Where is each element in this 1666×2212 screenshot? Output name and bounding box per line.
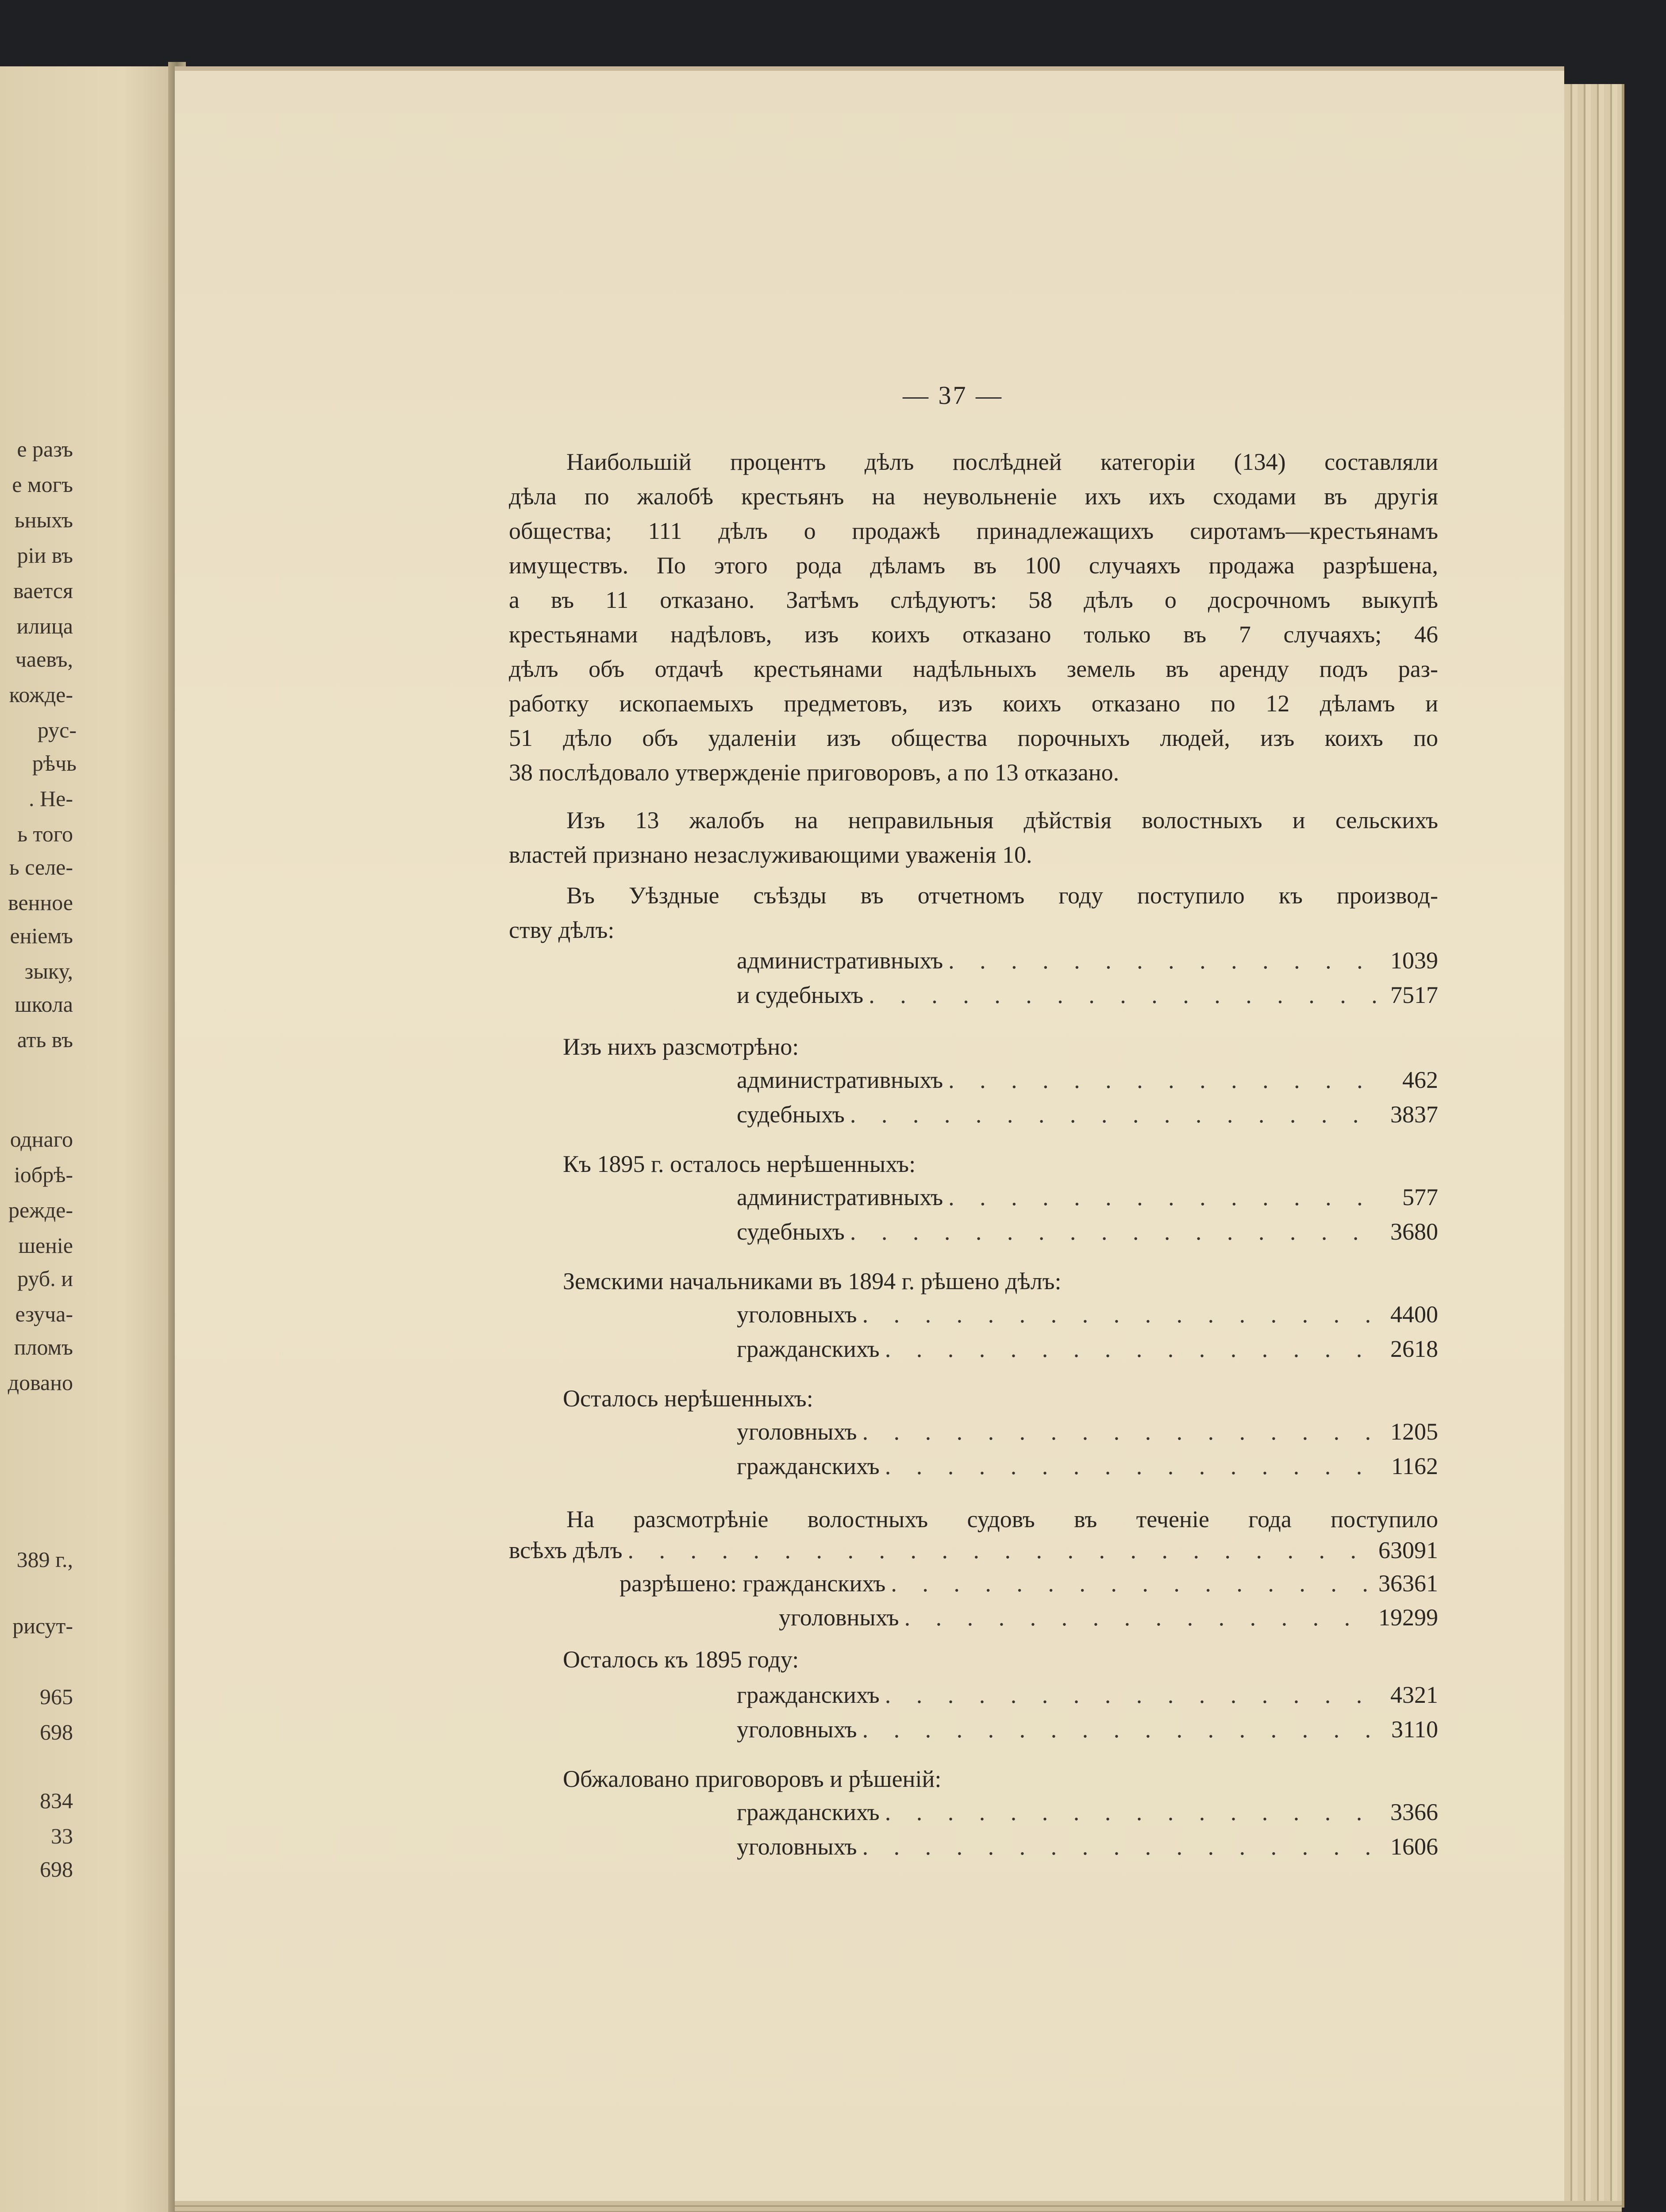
left-page-fragment: зыку, (24, 959, 73, 983)
dot-leader (850, 1218, 1380, 1245)
dot-leader (850, 1101, 1380, 1128)
row-label: гражданскихъ (737, 1453, 880, 1479)
dot-leader (885, 1798, 1380, 1826)
row-value: 3366 (1390, 1799, 1438, 1825)
row-label: административныхъ (737, 947, 943, 974)
left-page-fragment: однаго (10, 1127, 73, 1152)
left-page-fragment: школа (15, 992, 73, 1017)
row-label: уголовныхъ (779, 1604, 899, 1631)
text-line: ству дѣлъ: (509, 917, 615, 943)
dot-leader (904, 1604, 1373, 1631)
left-page-fragment: режде- (8, 1198, 73, 1222)
row-value: 1039 (1390, 947, 1438, 974)
row-label: административныхъ (737, 1067, 943, 1093)
table-row (737, 1101, 1438, 1135)
section-label: Осталось къ 1895 году: (563, 1646, 799, 1673)
paragraph-complaints (509, 803, 1438, 872)
left-page-fragment: ьныхъ (14, 507, 73, 532)
left-page-fragment: iобрѣ- (14, 1162, 73, 1187)
row-label: уголовныхъ (737, 1301, 857, 1328)
row-value: 63091 (1378, 1537, 1438, 1563)
dot-leader (885, 1452, 1380, 1480)
row-value: 1205 (1390, 1418, 1438, 1445)
table-row (737, 1798, 1438, 1833)
left-page-fragment: 698 (40, 1857, 73, 1882)
left-page-fragment: 834 (40, 1788, 73, 1813)
row-label: гражданскихъ (737, 1799, 880, 1825)
row-value: 462 (1402, 1067, 1438, 1093)
left-page-fragment: е разъ (17, 437, 73, 461)
table-row (737, 947, 1438, 981)
dot-leader (862, 1833, 1380, 1860)
text-line: а въ 11 отказано. Затѣмъ слѣдуютъ: 58 дѣлъ о досрочномъ выкупѣ (509, 587, 1438, 613)
paragraph-volost (509, 1502, 1438, 1536)
row-value: 1606 (1390, 1833, 1438, 1860)
row-value: 4321 (1390, 1682, 1438, 1708)
text-line: дѣлъ объ отдачѣ крестьянами надѣльныхъ земель въ аренду подъ раз- (509, 656, 1438, 682)
left-page-fragment: ь селе- (9, 855, 73, 879)
page-edges (1564, 84, 1624, 2208)
table-row (737, 981, 1438, 1016)
table-row (737, 1716, 1438, 1750)
page-bottom-edges (175, 2201, 1622, 2212)
left-page-fragment: 33 (51, 1824, 73, 1848)
row-label: уголовныхъ (737, 1833, 857, 1860)
text-line: Изъ 13 жалобъ на неправильныя дѣйствiя волостныхъ и сельскихъ (566, 807, 1438, 833)
table-row (737, 1418, 1438, 1452)
row-value: 3680 (1390, 1218, 1438, 1245)
row-label: всѣхъ дѣлъ (509, 1537, 623, 1563)
text-line: крестьянами надѣловъ, изъ коихъ отказано только въ 7 случаяхъ; 46 (509, 621, 1438, 648)
left-page-fragment: рiи въ (17, 543, 73, 568)
text-line: властей признано незаслуживающими уваженiя 10. (509, 841, 1032, 868)
left-page-fragment: . Не- (29, 786, 73, 811)
left-page-fragment: руб. и (17, 1266, 73, 1291)
left-page-fragment: рѣчь (32, 751, 77, 776)
table-row (737, 1681, 1438, 1716)
dot-leader (869, 981, 1380, 1009)
dot-leader (948, 1183, 1380, 1211)
row-value: 3837 (1390, 1101, 1438, 1128)
table-row (737, 1833, 1438, 1867)
left-page-fragment: шенiе (18, 1233, 73, 1258)
dot-leader (948, 947, 1380, 974)
left-page-fragment: е могъ (12, 472, 73, 497)
row-value: 4400 (1390, 1301, 1438, 1328)
section-label: Къ 1895 г. осталось нерѣшенныхъ: (563, 1151, 916, 1177)
text-line: 51 дѣло объ удаленiи изъ общества порочныхъ людей, изъ коихъ по (509, 725, 1438, 751)
table-row (619, 1570, 1438, 1604)
dot-leader (891, 1570, 1373, 1597)
row-value: 3110 (1391, 1716, 1438, 1743)
row-value: 577 (1402, 1184, 1438, 1210)
dot-leader (885, 1681, 1380, 1709)
paragraph-uezd (509, 878, 1438, 947)
table-row (737, 1301, 1438, 1335)
left-page-fragment: рисут- (12, 1613, 73, 1638)
table-row (737, 1452, 1438, 1487)
dot-leader (948, 1066, 1380, 1094)
section-label: Земскими начальниками въ 1894 г. рѣшено дѣлъ: (563, 1268, 1062, 1294)
left-page-fragment: рус- (37, 718, 77, 742)
row-label: уголовныхъ (737, 1716, 857, 1743)
dot-leader (628, 1536, 1374, 1564)
section-label: Изъ нихъ разсмотрѣно: (563, 1033, 799, 1060)
left-page-fragment: довано (8, 1370, 73, 1395)
row-value: 36361 (1378, 1570, 1438, 1597)
row-label: судебныхъ (737, 1218, 845, 1245)
row-value: 2618 (1390, 1336, 1438, 1362)
paragraph-categories (509, 445, 1438, 790)
text-line: работку ископаемыхъ предметовъ, изъ коихъ отказано по 12 дѣламъ и (509, 690, 1438, 717)
left-page-fragment: чаевъ, (15, 647, 73, 672)
left-page-fragment: вается (13, 578, 73, 603)
dot-leader (862, 1418, 1380, 1445)
row-value: 7517 (1390, 982, 1438, 1008)
text-line: На разсмотрѣнiе волостныхъ судовъ въ теченiе года поступило (566, 1506, 1438, 1532)
row-label: судебныхъ (737, 1101, 845, 1128)
dot-leader (862, 1716, 1380, 1743)
table-row (737, 1183, 1438, 1218)
table-row (737, 1218, 1438, 1252)
text-line: Въ Уѣздные съѣзды въ отчетномъ году поступило къ производ- (566, 882, 1438, 909)
row-value: 19299 (1378, 1604, 1438, 1631)
left-page-fragment: 965 (40, 1684, 73, 1709)
left-page-fragment: венное (8, 890, 73, 915)
dot-leader (862, 1301, 1380, 1328)
left-page-fragment: езуча- (15, 1302, 73, 1326)
text-line: Наибольшiй процентъ дѣлъ послѣдней категорiи (134) составляли (566, 449, 1438, 475)
text-line: 38 послѣдовало утвержденiе приговоровъ, а по 13 отказано. (509, 759, 1120, 786)
left-page-fragment: илица (16, 614, 73, 638)
row-label: административныхъ (737, 1184, 943, 1210)
row-label: уголовныхъ (737, 1418, 857, 1445)
left-page-fragment: ать въ (17, 1027, 73, 1052)
page-number: — 37 — (903, 381, 1003, 410)
text-line: имуществъ. По этого рода дѣламъ въ 100 случаяхъ продажа разрѣшена, (509, 552, 1438, 579)
left-page-fragment: пломъ (14, 1335, 73, 1359)
left-page (0, 66, 175, 2212)
text-line: общества; 111 дѣлъ о продажѣ принадлежащихъ сиротамъ—крестьянамъ (509, 518, 1438, 544)
section-label: Осталось нерѣшенныхъ: (563, 1385, 813, 1412)
row-label: разрѣшено: гражданскихъ (619, 1570, 886, 1597)
dot-leader (885, 1335, 1380, 1363)
left-page-fragment: ь того (17, 822, 73, 846)
left-page-fragment: 698 (40, 1720, 73, 1744)
left-page-fragment: енiемъ (10, 923, 73, 948)
row-label: гражданскихъ (737, 1682, 880, 1708)
section-label: Обжаловано приговоровъ и рѣшенiй: (563, 1766, 942, 1792)
left-page-fragment: 389 г., (16, 1547, 73, 1572)
table-row (737, 1066, 1438, 1101)
row-value: 1162 (1391, 1453, 1438, 1479)
right-page (175, 66, 1564, 2208)
row-label: и судебныхъ (737, 982, 864, 1008)
table-row (779, 1604, 1438, 1638)
table-row (737, 1335, 1438, 1370)
text-line: дѣла по жалобѣ крестьянъ на неувольненiе ихъ ихъ сходами въ другiя (509, 483, 1438, 510)
left-page-fragment: кожде- (9, 682, 73, 707)
table-row (509, 1536, 1438, 1571)
row-label: гражданскихъ (737, 1336, 880, 1362)
